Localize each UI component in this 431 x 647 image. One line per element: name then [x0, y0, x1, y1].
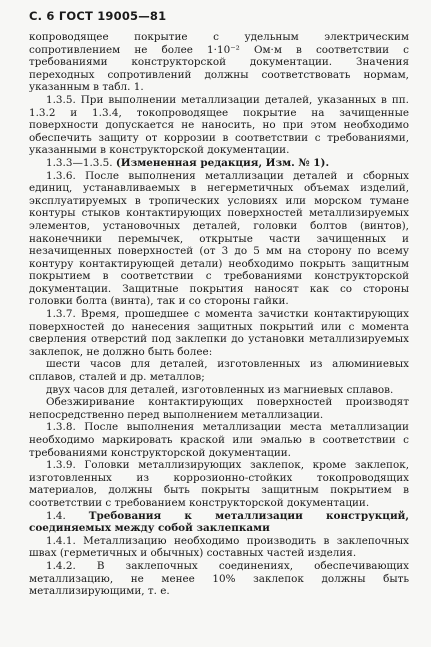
paragraph-1-3-5: 1.3.5. При выполнении металлизации деталей, указанных в пп. 1.3.2 и 1.3.4, токопроводящее покрытие на зачищенные поверхности допускается не наносить, но при этом необходимо обеспечить защиту от коррозии в соответствии с требованиями, указанными в конструкторской документации.	[29, 93, 409, 157]
amendment-bold: (Измененная редакция, Изм. № 1).	[115, 156, 330, 169]
amendment-lead: 1.3.3—1.3.5.	[46, 156, 113, 169]
section-number: 1.4.	[46, 509, 66, 522]
paragraph-1-3-8: 1.3.8. После выполнения металлизации места металлизации необходимо маркировать краской или эмалью в соответствии с требованиями конструкторской документации.	[29, 421, 409, 459]
paragraph-1-3-6: 1.3.6. После выполнения металлизации деталей и сборных единиц, устанавливаемых в негерметичных объемах изделий, эксплуатируемых в тропических условиях или морском тумане контуры стыков контактирующих поверхностей металлизируемых элементов, установочных деталей, головки болтов (винтов), наконечники перемычек, открытые части зачищенных и незачищенных поверхностей (от 3 до 5 мм на сторону по всему контуру контактирующей детали) необходимо покрыть защитным покрытием в соответствии с требованиями конструкторской документации. Защитные покрытия наносят как со стороны головки болта (винта), так и со стороны гайки.	[29, 169, 409, 308]
list-item-six-hours: шести часов для деталей, изготовленных из алюминиевых сплавов, сталей и др. металлов;	[29, 358, 409, 384]
section-heading-1-4	[29, 510, 409, 535]
amendment-note	[29, 157, 409, 170]
body-text	[29, 31, 409, 598]
paragraph-1-3-9: 1.3.9. Головки металлизирующих заклепок, кроме заклепок, изготовленных из коррозионно-стойких токопроводящих материалов, должны быть покрыты защитным покрытием в соответствии с требованием конструкторской документации.	[29, 459, 409, 509]
page-header: С. 6 ГОСТ 19005—81	[29, 9, 167, 23]
paragraph-1-4-2: 1.4.2. В заклепочных соединениях, обеспечивающих металлизацию, не менее 10% заклепок должны быть металлизирующими, т. е.	[29, 559, 409, 598]
section-title: Требования к металлизации конструкций, соединяемых между собой заклепками	[29, 509, 409, 535]
paragraph-1: копроводящее покрытие с удельным электрическим сопротивлением не более 1·10⁻² Ом·м в соответствии с требованиями конструкторской документации. Значения переходных сопротивлений должны соответствовать нормам, указанным в табл. 1.	[29, 31, 409, 94]
paragraph-1-4-1: 1.4.1. Металлизацию необходимо производить в заклепочных швах (герметичных и обычных) составных частей изделия.	[29, 534, 409, 560]
list-item-two-hours: двух часов для деталей, изготовленных из магниевых сплавов.	[46, 383, 394, 396]
paragraph-degreasing: Обезжиривание контактирующих поверхностей производят непосредственно перед выполнением металлизации.	[29, 396, 409, 421]
paragraph-1-3-7: 1.3.7. Время, прошедшее с момента зачистки контактирующих поверхностей до нанесения защитных покрытий или с момента сверления отверстий под заклепки до установки металлизируемых заклепок, не должно быть более:	[29, 308, 409, 358]
